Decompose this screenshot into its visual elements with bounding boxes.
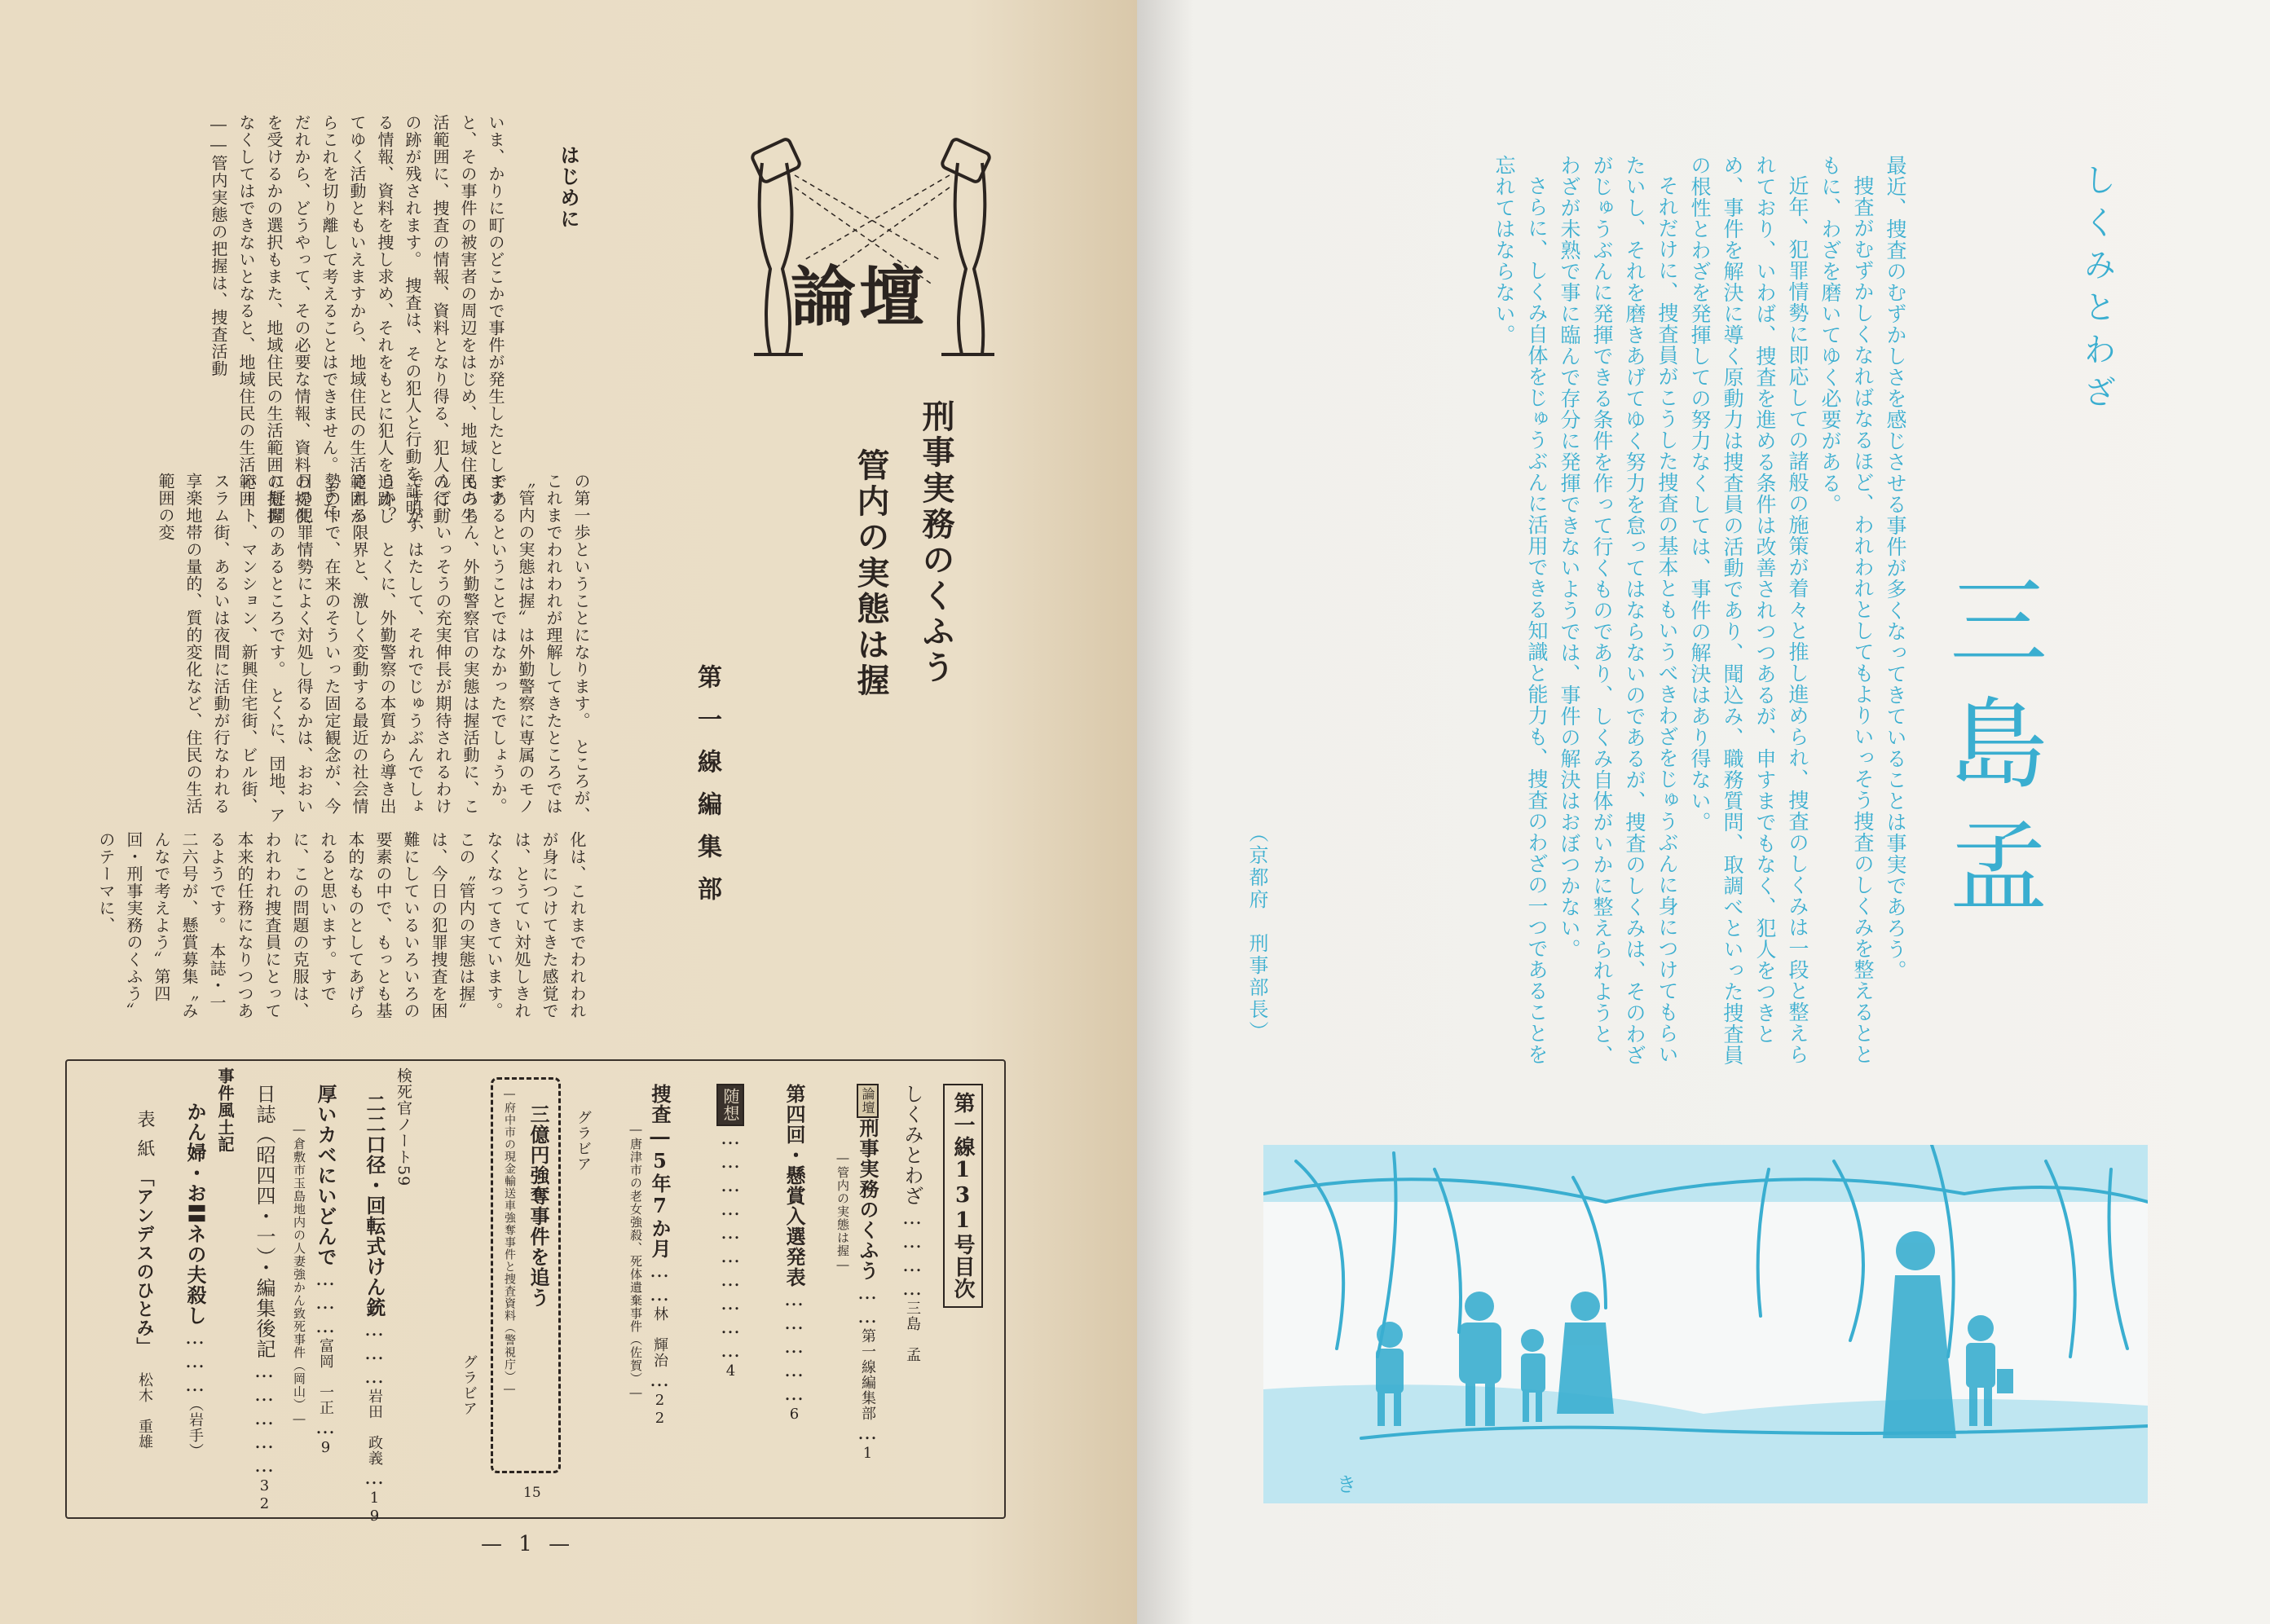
toc-item-author: 三島 孟 xyxy=(904,1301,921,1362)
essay-paragraph-1: 最近、捜査のむずかしさを感じさせる事件が多くなってきていることは事実であろう。 xyxy=(1884,155,1907,981)
family-walking-illustration xyxy=(1263,1145,2148,1503)
toc-item-title: 日誌（昭四四・一）・編集後記 xyxy=(253,1084,275,1359)
toc-title: 第一線131号目次 xyxy=(943,1084,983,1308)
body-text-upper: いま、かりに町のどこかで事件が発生したとしますと、その事件の被害者の周辺をはじめ、地域住民の生活範囲に、捜査の情報、資料となり得る、犯人の行動の跡が残されます。 捜査は、その犯人と行動を証明する情報、資料を捜し求め、それをもとに犯人を追跡してゆく活動ともいえますから、地域住民の生活範囲からこれを切り離して考えることはできません。 また、だれから、どうやって、その必要な情報、資料の提供を受けるかの選択もまた、地域住民の生活範囲の把握なくしてはできないとなると、地域住民の生活範囲――管内実態の把握は、捜査活動 xyxy=(209,114,505,534)
article-title-line2: 管内の実態は握 xyxy=(852,448,890,699)
sketch-drawing xyxy=(1263,1145,2148,1503)
illustration-signature: き xyxy=(1337,1473,1356,1496)
toc-item-author: 岩田 政義 xyxy=(366,1389,383,1466)
essay-paragraph-5: さらに、しくみ自体をじゅうぶんに活用できる知識と能力も、捜査のわざの一つであることを忘れてはならない。 xyxy=(1492,155,1549,1065)
toc-badge: 論壇 xyxy=(857,1084,879,1118)
essay-paragraph-3: 近年、犯罪情勢に即応しての諸般の施策が着々と推し進められ、捜査のしくみは一段と整えられており、いわば、捜査を進める条件は改善されつつあるが、申すまでもなく、犯人をつきとめ、事件を解決に導く原動力は捜査員の活動であり、聞込み、職務質問、取調べといった捜査員の根性とわざを発揮しての努力なくしては、事件の解決はあり得ない。 xyxy=(1688,155,1809,1066)
toc-item-page: 1 xyxy=(859,1445,876,1463)
right-page xyxy=(1137,0,2270,1624)
essay-body xyxy=(1267,155,1911,1084)
toc-item-9[interactable]: 日誌（昭四四・一）・編集後記……………32 xyxy=(253,1084,275,1513)
essay-affiliation: （京都府 刑事部長） xyxy=(1245,823,1268,1043)
toc-item-5-subtitle: ―唐津市の老女強殺、死体遺棄事件（佐賀）― xyxy=(628,1122,643,1401)
toc-gravure-label-end: グラビア xyxy=(461,1354,478,1416)
toc-item-title: かん婦・お〓ネの夫殺し xyxy=(183,1102,207,1326)
article-title-line1: 刑事実務のくふう xyxy=(917,399,955,686)
toc-badge: 随想 xyxy=(716,1084,744,1126)
toc-item-title: 刑事実務のくふう xyxy=(856,1118,879,1281)
essay-paragraph-4: それだけに、捜査員がこうした捜査の基本ともいうべきわざをじゅうぶんに身につけてもらいたいし、それを磨きあげてゆく努力を怠ってはならないのであるが、捜査のしくみは、そのわざがじゅうぶんに発揮できる条件を作って行くものであり、しくみ自体がいかに整えられようと、わざが未熟で事に臨んで存分に発揮できないようでは、事件の解決はおぼつかない。 xyxy=(1558,155,1679,1066)
toc-item-8[interactable]: 厚いカベにいどんで………富岡 一正…9 xyxy=(314,1084,337,1457)
toc-item-10[interactable]: かん婦・お〓ネの夫殺し………（岩手） xyxy=(183,1102,207,1459)
table-of-contents xyxy=(65,1059,1006,1525)
toc-item-page: 6 xyxy=(786,1406,803,1424)
toc-item-title: 捜査―5年7か月 xyxy=(648,1084,672,1259)
body-text-lower: 化は、これまでわれわれが身につけてきた感覚では、とうてい対処しきれなくなってきています。 この〝管内の実態は握〟は、今日の犯罪捜査を困難にしているいろいろの要素の中で、もっとも基本的なものとしてあげられると思います。すでに、この問題の克服は、われわれ捜査員にとって本来的任務になりつつあるようです。 本誌・一二六号が、懸賞募集〝みんなで考えよう〟第四回・刑事実務のくふう〟のテーマに、 xyxy=(96,831,587,1028)
toc-item-author: 松木 重雄 xyxy=(136,1372,153,1450)
toc-item-2-subtitle: ―管内の実態は握― xyxy=(835,1151,850,1273)
toc-item-5[interactable]: 捜査―5年7か月……林 輝治…22 xyxy=(648,1084,672,1428)
section-heading: はじめに xyxy=(557,145,580,230)
toc-item-page: 4 xyxy=(722,1362,739,1380)
toc-item-title: しくみとわざ xyxy=(901,1084,923,1206)
toc-item-11[interactable] xyxy=(132,1110,157,1450)
toc-item-3[interactable]: 第四回・懸賞入選発表……………6 xyxy=(782,1084,806,1424)
toc-cover-label: 表紙 xyxy=(134,1110,155,1168)
toc-item-7[interactable]: 二二口径・回転式けん銃………岩田 政義…19 xyxy=(363,1094,386,1525)
toc-item-page: 22 xyxy=(651,1392,668,1428)
essay-author: 三島孟 xyxy=(1933,570,2047,937)
toc-item-10-label: 事件風土記 xyxy=(215,1067,235,1153)
column-header: 論壇 xyxy=(791,258,928,335)
toc-item-2[interactable]: 論壇刑事実務のくふう……第一線編集部…1 xyxy=(853,1084,882,1463)
body-text-middle: の第一歩ということになります。 ところが、これまでわれわれが理解してきたところでは〝管内の実態は握〟は外勤警察に専属のモノであるということではなかったでしょうか。もちろん、外勤警察官の実態は握活動に、こんご、いっそうの充実伸長が期待されるわけですが、はたして、それでじゅうぶんでしょうか？ とくに、外勤警察の本質から導き出される限界と、激しく変動する最近の社会情勢の中で、在来のそういった固定観念が、今日の犯罪情勢によく対処し得るかは、おおいに疑問のあるところです。 とくに、団地、アパート、マンション、新興住宅街、ビル街、スラム街、あるいは夜間に活動が行なわれる享楽地帯の量的、質的変化など、住民の生活範囲の変 xyxy=(156,473,591,824)
article-byline: 第一線編集部 xyxy=(693,664,721,918)
toc-item-title: 「アンデスのひとみ」 xyxy=(134,1168,155,1356)
toc-item-8-subtitle: ―倉敷市玉島地内の人妻強かん致死事件（岡山）― xyxy=(292,1122,306,1427)
essay-title: しくみとわざ xyxy=(2078,163,2116,417)
page-folio: — 1 — xyxy=(481,1532,575,1556)
toc-item-1[interactable]: しくみとわざ…………三島 孟 xyxy=(901,1084,923,1362)
toc-item-page: 32 xyxy=(256,1477,273,1513)
toc-gravure-page: 15 xyxy=(523,1485,541,1501)
toc-item-author: 林 輝治 xyxy=(651,1306,668,1368)
toc-gravure-label: グラビア xyxy=(575,1110,592,1172)
toc-item-page: 9 xyxy=(317,1439,334,1457)
toc-item-subtitle: ―府中市の現金輸送車強奪事件と捜査資料（警視庁）― xyxy=(503,1088,516,1397)
toc-item-author: （岩手） xyxy=(187,1397,204,1459)
toc-gravure-box[interactable] xyxy=(491,1077,561,1473)
toc-item-page: 19 xyxy=(366,1490,383,1525)
toc-item-4[interactable]: 随想…………………………4 xyxy=(719,1084,743,1380)
toc-item-title: 二二口径・回転式けん銃 xyxy=(363,1094,386,1318)
toc-item-author: 富岡 一正 xyxy=(317,1338,334,1415)
toc-item-title: 三億円強奪事件を追う xyxy=(527,1104,550,1308)
toc-item-title: 第四回・懸賞入選発表 xyxy=(782,1084,806,1287)
toc-item-7-label: 検死官ノート59 xyxy=(394,1067,412,1187)
essay-paragraph-2: 捜査がむずかしくなればなるほど、われわれとしてもよりいっそう捜査のしくみを整えるとともに、わざを磨いてゆく必要がある。 xyxy=(1818,155,1875,1065)
toc-item-author: 第一線編集部 xyxy=(859,1328,876,1421)
column-header-emblem xyxy=(738,130,1007,367)
toc-item-title: 厚いカベにいどんで xyxy=(314,1084,337,1267)
